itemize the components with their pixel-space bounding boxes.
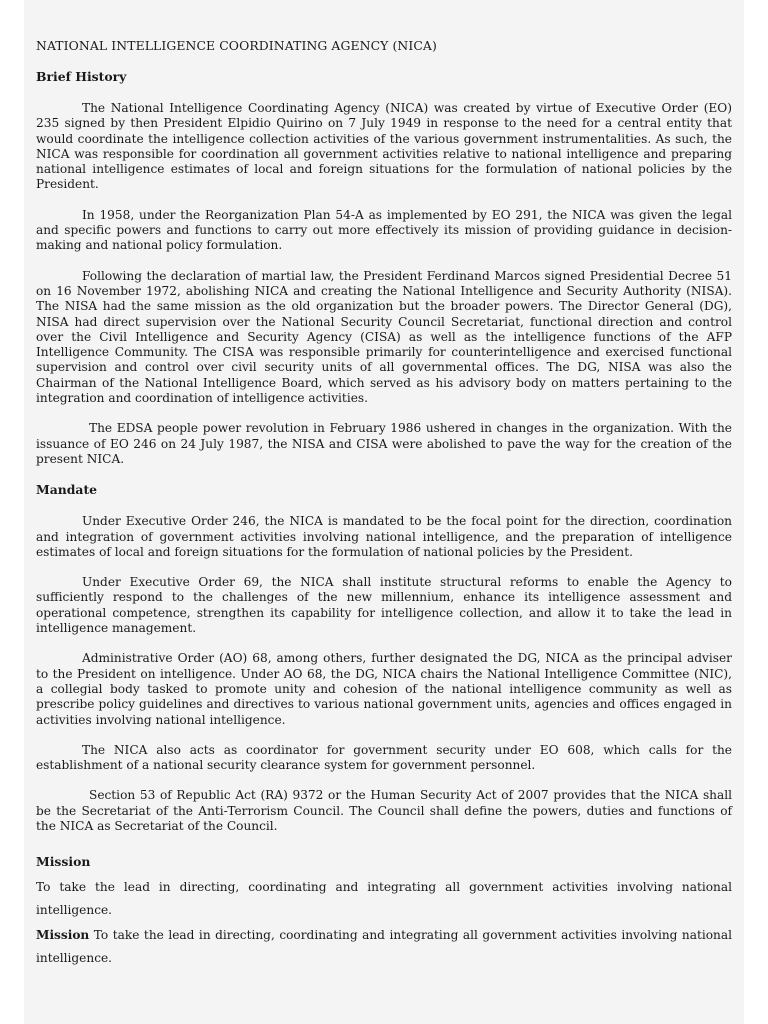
mandate-paragraph-2: Under Executive Order 69, the NICA shall institute structural reforms to enable the Agency to sufficiently respond to the challenges of the new millennium, enhance its intelligence assessment and operational competence, strengthen its capability for intelligence collection, and allow it to take the lead in intelligence management. [36,575,732,636]
history-paragraph-1: The National Intelligence Coordinating Agency (NICA) was created by virtue of Executive Order (EO) 235 signed by then President Elpidio Quirino on 7 July 1949 in response to the need for a central entity that would coordinate the intelligence collection activities of the various government instrumentalities. As such, the NICA was responsible for coordination all government activities relative to national intelligence and preparing national intelligence estimates of local and foreign situations for the formulation of national policies by the President. [36,101,732,192]
history-paragraph-3: Following the declaration of martial law, the President Ferdinand Marcos signed Presidential Decree 51 on 16 November 1972, abolishing NICA and creating the National Intelligence and Security Authority (NISA). The NISA had the same mission as the old organization but the broader powers. The Director General (DG), NISA had direct supervision over the National Security Council Secretariat, functional direction and control over the Civil Intelligence and Security Agency (CISA) as well as the intelligence functions of the AFP Intelligence Community. The CISA was responsible primarily for counterintelligence and exercised functional supervision and control over civil security units of all governmental offices. The DG, NISA was also the Chairman of the National Intelligence Board, which served as his advisory body on matters pertaining to the integration and coordination of intelligence activities. [36,268,732,406]
document-title: NATIONAL INTELLIGENCE COORDINATING AGENCY (NICA) [36,38,437,53]
history-paragraph-4: The EDSA people power revolution in February 1986 ushered in changes in the organization. With the issuance of EO 246 on 24 July 1987, the NISA and CISA were abolished to pave the way for the creation of the present NICA. [36,421,732,466]
mandate-heading: Mandate [36,482,98,498]
mission-repeat-text: To take the lead in directing, coordinating and integrating all government activities involving national intelligence. [36,928,732,966]
mandate-paragraph-4: The NICA also acts as coordinator for government security under EO 608, which calls for the establishment of a national security clearance system for government personnel. [36,742,732,773]
mandate-paragraph-1: Under Executive Order 246, the NICA is mandated to be the focal point for the direction, coordination and integration of government activities involving national intelligence, and the preparation of intelligence estimates of local and foreign situations for the formulation of national policies by the President. [36,514,732,559]
brief-history-heading: Brief History [36,69,127,84]
mandate-paragraph-3: Administrative Order (AO) 68, among others, further designated the DG, NICA as the principal adviser to the President on intelligence. Under AO 68, the DG, NICA chairs the National Intelligence Committee (NIC), a collegial body tasked to promote unity and cohesion of the national intelligence community as well as prescribe policy guidelines and directives to various national government units, agencies and offices engaged in activities involving national intelligence. [36,651,732,727]
mission-text: To take the lead in directing, coordinating and integrating all government activities involving national intelligence. [36,880,732,918]
mission-heading: Mission [36,854,91,870]
mission-repeat [36,924,732,970]
history-paragraph-2: In 1958, under the Reorganization Plan 54-A as implemented by EO 291, the NICA was given the legal and specific powers and functions to carry out more effectively its mission of providing guidance in decision-making and national policy formulation. [36,207,732,253]
mission-repeat-label: Mission [36,928,90,943]
mandate-paragraph-5: Section 53 of Republic Act (RA) 9372 or the Human Security Act of 2007 provides that the NICA shall be the Secretariat of the Anti-Terrorism Council. The Council shall define the powers, duties and functions of the NICA as Secretariat of the Council. [36,788,732,833]
